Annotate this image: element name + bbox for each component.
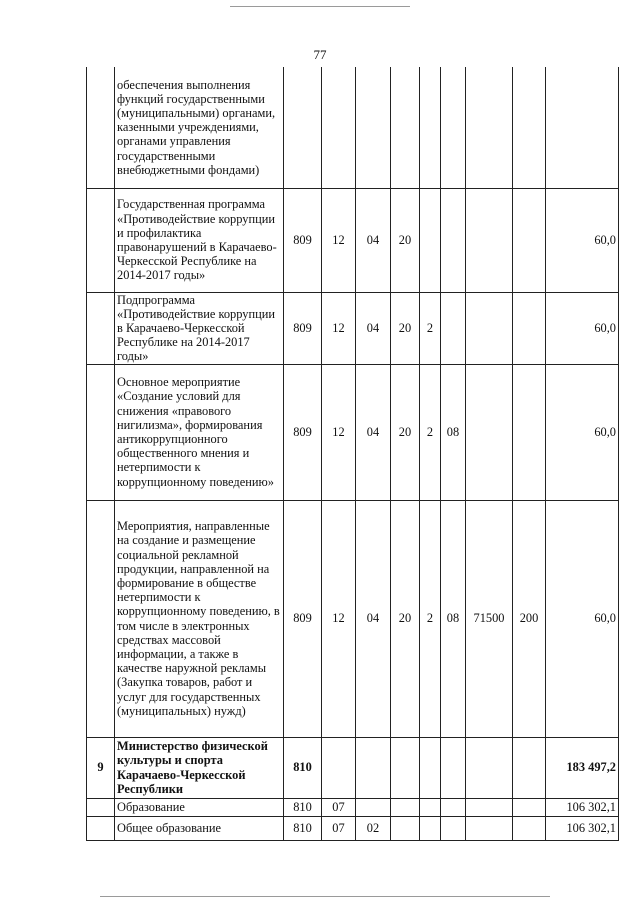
subsection-code: 04 (356, 188, 391, 292)
subsection-code (356, 67, 391, 188)
expense-type-code (513, 292, 546, 364)
ved-code: 809 (284, 292, 322, 364)
table-row (87, 67, 619, 188)
row-name: Мероприятия, направленные на создание и размещение социальной рекламной продукции, направленной на формирование в обществе нетерпимости к коррупционному поведению, в том числе в электронных средствах массовой информации, а также в качестве наружной рекламы (Закупка товаров, работ и услуг для государственных (муниципальных) нужд) (115, 500, 284, 737)
expense-type-code (513, 67, 546, 188)
table-row (87, 816, 619, 840)
direction-code (466, 798, 513, 816)
program-code: 20 (391, 188, 420, 292)
sum (546, 67, 619, 188)
section-code: 07 (322, 798, 356, 816)
table-row (87, 798, 619, 816)
scan-edge-top (230, 6, 410, 7)
activity-code (441, 737, 466, 798)
section-code: 12 (322, 500, 356, 737)
row-name: Министерство физической культуры и спорта Карачаево-Черкесской Республики (115, 737, 284, 798)
program-code (391, 67, 420, 188)
sum: 60,0 (546, 364, 619, 500)
activity-code (441, 67, 466, 188)
row-number: 9 (87, 737, 115, 798)
program-code (391, 798, 420, 816)
activity-code: 08 (441, 364, 466, 500)
sum: 60,0 (546, 188, 619, 292)
activity-code (441, 292, 466, 364)
direction-code (466, 737, 513, 798)
row-number (87, 816, 115, 840)
subsection-code: 04 (356, 500, 391, 737)
row-number (87, 364, 115, 500)
sum: 183 497,2 (546, 737, 619, 798)
expense-type-code (513, 188, 546, 292)
direction-code (466, 292, 513, 364)
row-name: Государственная программа «Противодействие коррупции и профилактика правонарушений в Карачаево-Черкесской Республике на 2014-2017 годы» (115, 188, 284, 292)
ved-code: 810 (284, 798, 322, 816)
budget-table (86, 67, 619, 841)
direction-code (466, 364, 513, 500)
row-name: обеспечения выполнения функций государственными (муниципальными) органами, казенными учреждениями, органами управления государственными внебюджетными фондами) (115, 67, 284, 188)
section-code: 12 (322, 364, 356, 500)
direction-code: 71500 (466, 500, 513, 737)
table-row (87, 364, 619, 500)
subsection-code: 02 (356, 816, 391, 840)
table-row (87, 737, 619, 798)
program-code: 20 (391, 500, 420, 737)
subsection-code: 04 (356, 364, 391, 500)
program-code: 20 (391, 292, 420, 364)
direction-code (466, 816, 513, 840)
section-code: 12 (322, 292, 356, 364)
expense-type-code (513, 737, 546, 798)
activity-code: 08 (441, 500, 466, 737)
section-code: 12 (322, 188, 356, 292)
subprogram-code: 2 (420, 292, 441, 364)
expense-type-code (513, 798, 546, 816)
subprogram-code (420, 737, 441, 798)
program-code (391, 816, 420, 840)
subprogram-code: 2 (420, 500, 441, 737)
section-code (322, 67, 356, 188)
subprogram-code (420, 816, 441, 840)
expense-type-code: 200 (513, 500, 546, 737)
ved-code: 809 (284, 188, 322, 292)
subsection-code (356, 798, 391, 816)
table-row (87, 500, 619, 737)
section-code: 07 (322, 816, 356, 840)
sum: 106 302,1 (546, 798, 619, 816)
table-row (87, 188, 619, 292)
program-code: 20 (391, 364, 420, 500)
row-name: Подпрограмма «Противодействие коррупции в Карачаево-Черкесской Республике на 2014-2017 годы» (115, 292, 284, 364)
subprogram-code (420, 188, 441, 292)
ved-code: 810 (284, 737, 322, 798)
row-number (87, 292, 115, 364)
subprogram-code: 2 (420, 364, 441, 500)
row-number (87, 67, 115, 188)
section-code (322, 737, 356, 798)
sum: 60,0 (546, 292, 619, 364)
sum: 106 302,1 (546, 816, 619, 840)
page-number: 77 (313, 47, 327, 62)
direction-code (466, 188, 513, 292)
subprogram-code (420, 798, 441, 816)
subsection-code (356, 737, 391, 798)
ved-code: 809 (284, 500, 322, 737)
row-name: Образование (115, 798, 284, 816)
sum: 60,0 (546, 500, 619, 737)
row-number (87, 188, 115, 292)
ved-code: 810 (284, 816, 322, 840)
ved-code (284, 67, 322, 188)
subsection-code: 04 (356, 292, 391, 364)
activity-code (441, 188, 466, 292)
activity-code (441, 816, 466, 840)
subprogram-code (420, 67, 441, 188)
row-number (87, 798, 115, 816)
program-code (391, 737, 420, 798)
row-name: Общее образование (115, 816, 284, 840)
table-row (87, 292, 619, 364)
ved-code: 809 (284, 364, 322, 500)
row-number (87, 500, 115, 737)
row-name: Основное мероприятие «Создание условий для снижения «правового нигилизма», формирования антикоррупционного общественного мнения и нетерпимости к коррупционному поведению» (115, 364, 284, 500)
expense-type-code (513, 816, 546, 840)
expense-type-code (513, 364, 546, 500)
direction-code (466, 67, 513, 188)
activity-code (441, 798, 466, 816)
scan-edge-bottom (100, 896, 550, 897)
